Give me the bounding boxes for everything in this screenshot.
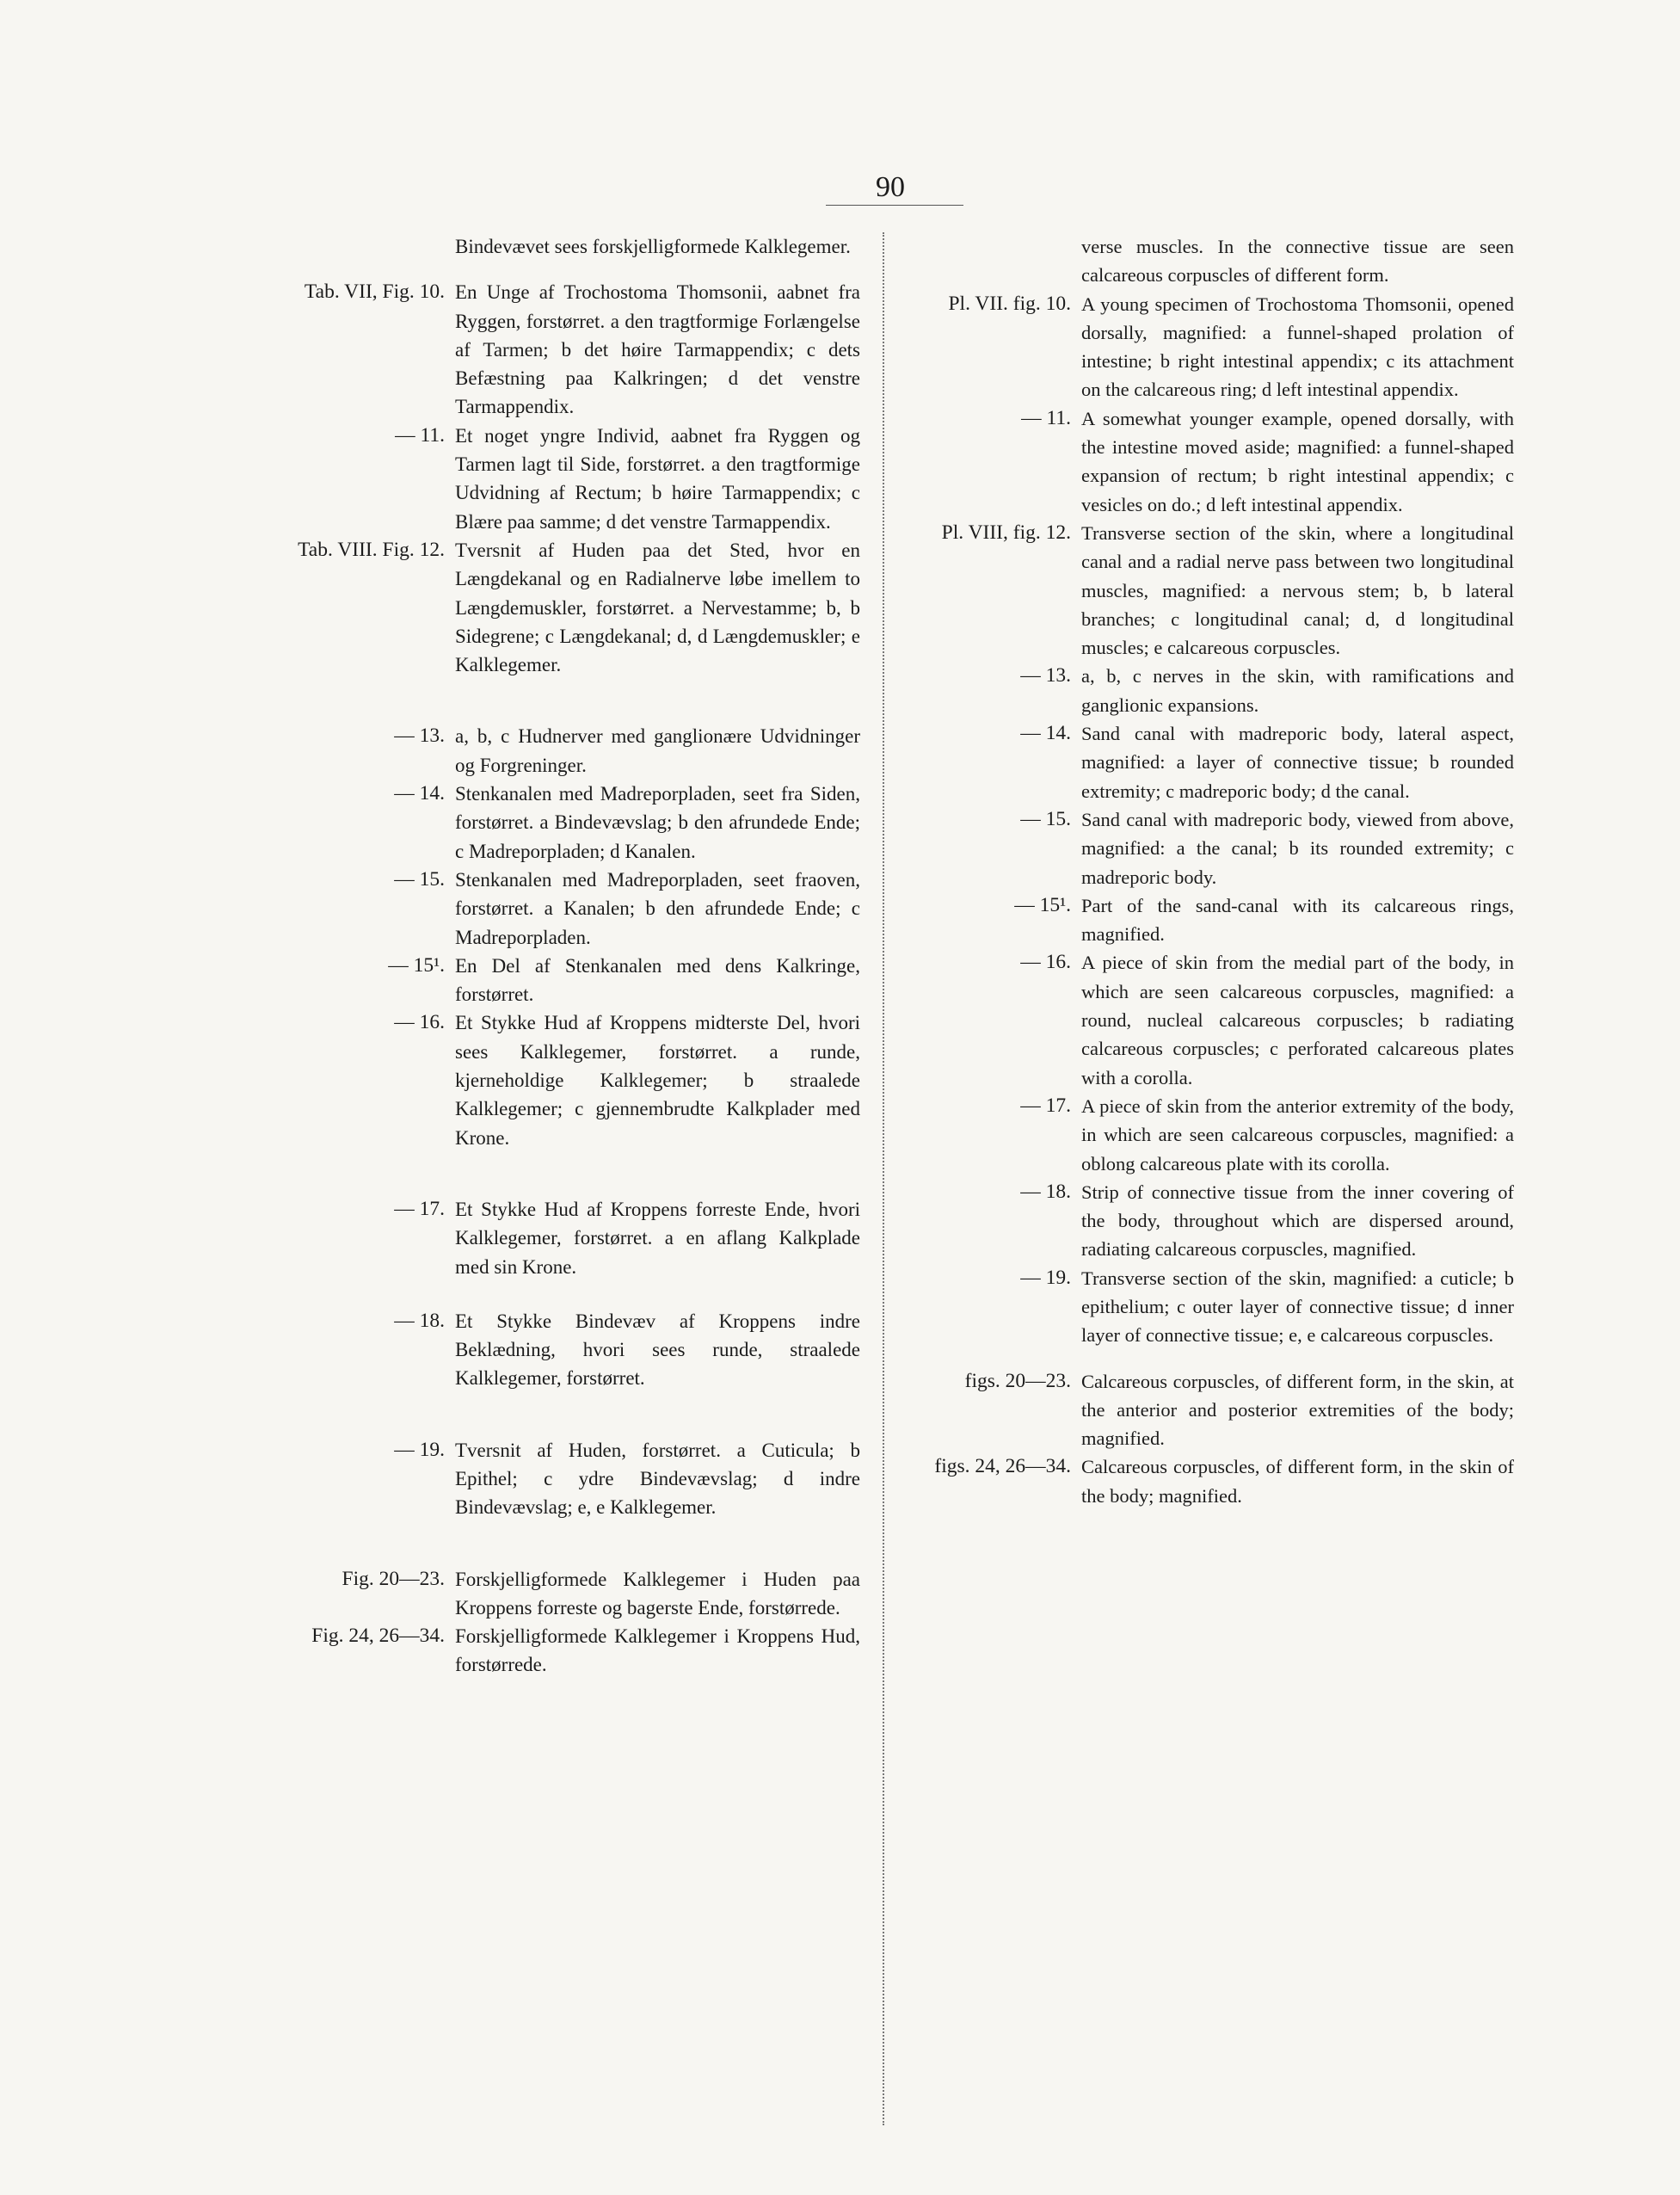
right-entry-label: — 11.	[1021, 406, 1071, 429]
right-entry-text: Calcareous corpuscles, of different form, in the skin of the body; magnified.	[1081, 1456, 1514, 1507]
right-entry	[895, 290, 1514, 404]
right-entry	[895, 1452, 1514, 1510]
right-entry	[895, 1264, 1514, 1350]
left-column-norwegian	[224, 232, 860, 1680]
right-entry-text: Transverse section of the skin, magnified: a cuticle; b epithelium; c outer layer of connective tissue; d inner layer of connective tissue; e, e calcareous corpuscles.	[1081, 1267, 1514, 1347]
left-entry-text: Forskjelligformede Kalklegemer i Huden paa Kroppens forreste og bagerste Ende, forstørrede.	[455, 1568, 860, 1619]
right-entry	[895, 805, 1514, 891]
right-entry	[895, 948, 1514, 1091]
left-entry	[224, 1622, 860, 1680]
right-entry-text: Strip of connective tissue from the inner covering of the body, throughout which are dispersed around, radiating calcareous corpuscles, magnified.	[1081, 1181, 1514, 1261]
right-entry	[895, 891, 1514, 949]
left-entry	[224, 1195, 860, 1281]
right-entry-label: — 14.	[1020, 722, 1071, 745]
left-entry-label: — 15¹.	[388, 953, 445, 977]
right-entry-label: — 18.	[1020, 1180, 1071, 1203]
left-entry-text: Et Stykke Hud af Kroppens midterste Del, hvori sees Kalklegemer, forstørret. a runde, kjerneholdige Kalklegemer; b straalede Kalklegemer; c gjennembrudte Kalkplader med Krone.	[455, 1012, 860, 1149]
left-entry-text: En Del af Stenkanalen med dens Kalkringe, forstørret.	[455, 954, 860, 1006]
left-entry-label: Fig. 24, 26—34.	[311, 1625, 445, 1648]
left-entry	[224, 866, 860, 952]
right-entry-label: Pl. VII. fig. 10.	[948, 292, 1071, 315]
right-entry-text: Sand canal with madreporic body, viewed from above, magnified: a the canal; b its rounded extremity; c madreporic body.	[1081, 808, 1514, 888]
left-entry-text: Forskjelligformede Kalklegemer i Kroppens Hud, forstørrede.	[455, 1625, 860, 1676]
left-entry-label: Tab. VII, Fig. 10.	[304, 281, 445, 304]
right-column-english	[895, 232, 1514, 1510]
right-entry-text: A somewhat younger example, opened dorsally, with the intestine moved aside; magnified: a funnel-shaped expansion of rectum; b right intestinal appendix; c vesicles on do.; d left intestinal appendix.	[1081, 407, 1514, 515]
right-entry-text: verse muscles. In the connective tissue are seen calcareous corpuscles of different form.	[1081, 236, 1514, 287]
left-entry-text: Et noget yngre Individ, aabnet fra Ryggen og Tarmen lagt til Side, forstørret. a den tragtformige Udvidning af Rectum; b høire Tarmappendix; c Blære paa samme; d det venstre Tarmappendix.	[455, 424, 860, 533]
left-entry-label: — 19.	[394, 1438, 445, 1461]
page-number: 90	[876, 171, 905, 203]
right-entry-label: — 16.	[1020, 951, 1071, 974]
left-entry	[224, 1008, 860, 1151]
left-entry-label: — 17.	[394, 1197, 445, 1220]
right-entry	[895, 232, 1514, 290]
right-entry	[895, 1092, 1514, 1178]
left-entry-text: Et Stykke Hud af Kroppens forreste Ende, hvori Kalklegemer, forstørret. a en aflang Kalkplade med sin Krone.	[455, 1198, 860, 1278]
right-entry	[895, 404, 1514, 519]
left-entry-text: En Unge af Trochostoma Thomsonii, aabnet fra Ryggen, forstørret. a den tragtformige Forlængelse af Tarmen; b det høire Tarmappendix; c dets Befæstning paa Kalkringen; d det venstre Tarmappendix.	[455, 281, 860, 418]
left-entry	[224, 232, 860, 261]
left-entry	[224, 536, 860, 679]
right-entry-text: a, b, c nerves in the skin, with ramifications and ganglionic expansions.	[1081, 665, 1514, 716]
left-entry	[224, 780, 860, 866]
left-entry-label: — 13.	[394, 724, 445, 748]
right-entry-label: Pl. VIII, fig. 12.	[941, 521, 1071, 544]
left-entry-text: Stenkanalen med Madreporpladen, seet fraoven, forstørret. a Kanalen; b den afrundede Ende; c Madreporpladen.	[455, 868, 860, 948]
page-number-rule	[826, 205, 963, 206]
left-entry	[224, 422, 860, 536]
left-entry	[224, 278, 860, 421]
left-entry-label: Tab. VIII. Fig. 12.	[298, 538, 445, 561]
left-entry-label: — 11.	[395, 423, 445, 447]
right-entry	[895, 519, 1514, 662]
left-entry	[224, 952, 860, 1009]
left-entry	[224, 722, 860, 780]
left-entry-text: Bindevævet sees forskjelligformede Kalklegemer.	[455, 236, 851, 257]
left-entry	[224, 1565, 860, 1623]
right-entry	[895, 662, 1514, 719]
right-entry-text: A piece of skin from the anterior extremity of the body, in which are seen calcareous corpuscles, magnified: a oblong calcareous plate with its corolla.	[1081, 1094, 1514, 1175]
right-entry-text: Calcareous corpuscles, of different form, in the skin, at the anterior and posterior extremities of the body; magnified.	[1081, 1370, 1514, 1450]
left-entry-text: Stenkanalen med Madreporpladen, seet fra Siden, forstørret. a Bindevævslag; b den afrundede Ende; c Madreporpladen; d Kanalen.	[455, 783, 860, 862]
right-entry-label: — 19.	[1020, 1266, 1071, 1289]
left-entry-text: Et Stykke Bindevæv af Kroppens indre Beklædning, hvori sees runde, straalede Kalklegemer, forstørret.	[455, 1310, 860, 1390]
column-divider	[883, 232, 884, 2125]
left-entry-label: — 14.	[394, 782, 445, 805]
left-entry-text: Tversnit af Huden, forstørret. a Cuticula; b Epithel; c ydre Bindevævslag; d indre Bindevævslag; e, e Kalklegemer.	[455, 1439, 860, 1519]
right-entry-text: Transverse section of the skin, where a longitudinal canal and a radial nerve pass between two longitudinal muscles, magnified: a nervous stem; b, b lateral branches; c longitudinal canal; d, d longitudinal muscles; e calcareous corpuscles.	[1081, 521, 1514, 659]
left-entry-label: Fig. 20—23.	[342, 1567, 445, 1590]
right-entry-text: Part of the sand-canal with its calcareous rings, magnified.	[1081, 894, 1514, 946]
right-entry-text: Sand canal with madreporic body, lateral aspect, magnified: a layer of connective tissue; b rounded extremity; c madreporic body; d the canal.	[1081, 723, 1514, 802]
left-entry	[224, 1436, 860, 1522]
right-entry-label: — 15¹.	[1014, 893, 1071, 916]
left-entry-text: a, b, c Hudnerver med ganglionære Udvidninger og Forgreninger.	[455, 725, 860, 776]
left-entry-label: — 16.	[394, 1011, 445, 1034]
right-entry-label: figs. 20—23.	[964, 1369, 1071, 1392]
right-entry-text: A piece of skin from the medial part of the body, in which are seen calcareous corpuscles, magnified: a round, nucleal calcareous corpuscles; b radiating calcareous corpuscles; c perforated calcareous plates with a corolla.	[1081, 952, 1514, 1088]
right-entry	[895, 719, 1514, 805]
right-entry-label: — 15.	[1020, 807, 1071, 830]
right-entry-label: — 13.	[1020, 664, 1071, 687]
right-entry-text: A young specimen of Trochostoma Thomsonii, opened dorsally, magnified: a funnel-shaped prolation of intestine; b right intestinal appendix; c its attachment on the calcareous ring; d left intestinal appendix.	[1081, 293, 1514, 401]
left-entry-label: — 15.	[394, 867, 445, 891]
left-entry-label: — 18.	[394, 1309, 445, 1332]
right-entry-label: — 17.	[1020, 1094, 1071, 1117]
right-entry-label: figs. 24, 26—34.	[934, 1455, 1071, 1478]
left-entry-text: Tversnit af Huden paa det Sted, hvor en Længdekanal og en Radialnerve løbe imellem to Længdemuskler, forstørret. a Nervestamme; b, b Sidegrene; c Længdekanal; d, d Længdemuskler; e Kalklegemer.	[455, 539, 860, 676]
left-entry	[224, 1307, 860, 1393]
right-entry	[895, 1367, 1514, 1453]
right-entry	[895, 1178, 1514, 1264]
